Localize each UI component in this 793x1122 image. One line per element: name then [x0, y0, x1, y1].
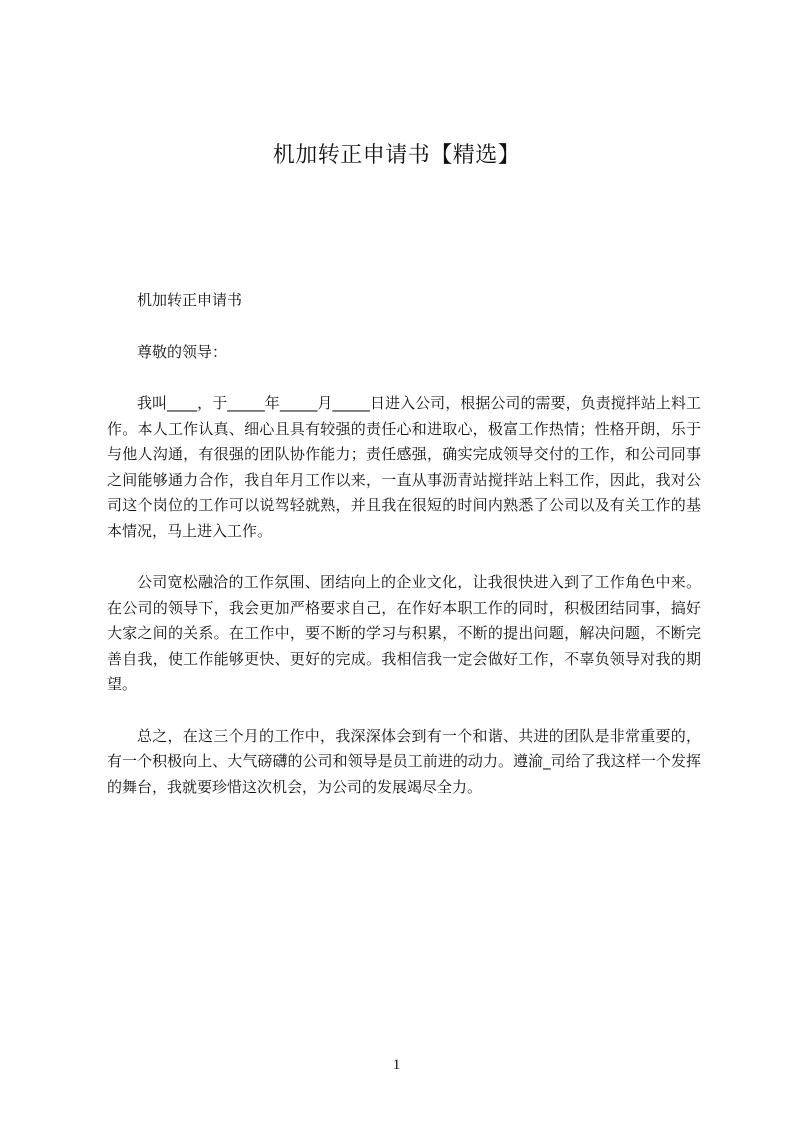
paragraph-1: 我叫____，于_____年_____月_____日进入公司，根据公司的需要，负责搅拌站上料工作。本人工作认真、细心且具有较强的责任心和进取心，极富工作热情；性格开朗，乐于与他人沟通，有很强的团队协作能力；责任感强，确实完成领导交付的工作，和公司同事之间能够通力合作，我自年月工作以来，一直从事沥青站搅拌站上料工作，因此，我对公司这个岗位的工作可以说驾轻就熟，并且我在很短的时间内熟悉了公司以及有关工作的基本情况，马上进入工作。	[107, 394, 701, 540]
paragraph-3: 总之，在这三个月的工作中，我深深体会到有一个和谐、共进的团队是非常重要的，有一个积极向上、大气磅礴的公司和领导是员工前进的动力。遵渝_司给了我这样一个发挥的舞台，我就要珍惜这次机会，为公司的发展竭尽全力。	[107, 726, 701, 796]
salutation: 尊敬的领导：	[137, 342, 228, 361]
page-number: 1	[392, 1057, 401, 1073]
document-heading: 机加转正申请书	[137, 291, 243, 309]
paragraph-2: 公司宽松融洽的工作氛围、团结向上的企业文化，让我很快进入到了工作角色中来。在公司的领导下，我会更加严格要求自己，在作好本职工作的同时，积极团结同事，搞好大家之间的关系。在工作中，要不断的学习与积累，不断的提出问题，解决问题，不断完善自我，使工作能够更快、更好的完成。我相信我一定会做好工作，不辜负领导对我的期望。	[107, 573, 701, 693]
document-body	[107, 288, 701, 826]
page-title: 机加转正申请书【精选】	[272, 143, 521, 168]
